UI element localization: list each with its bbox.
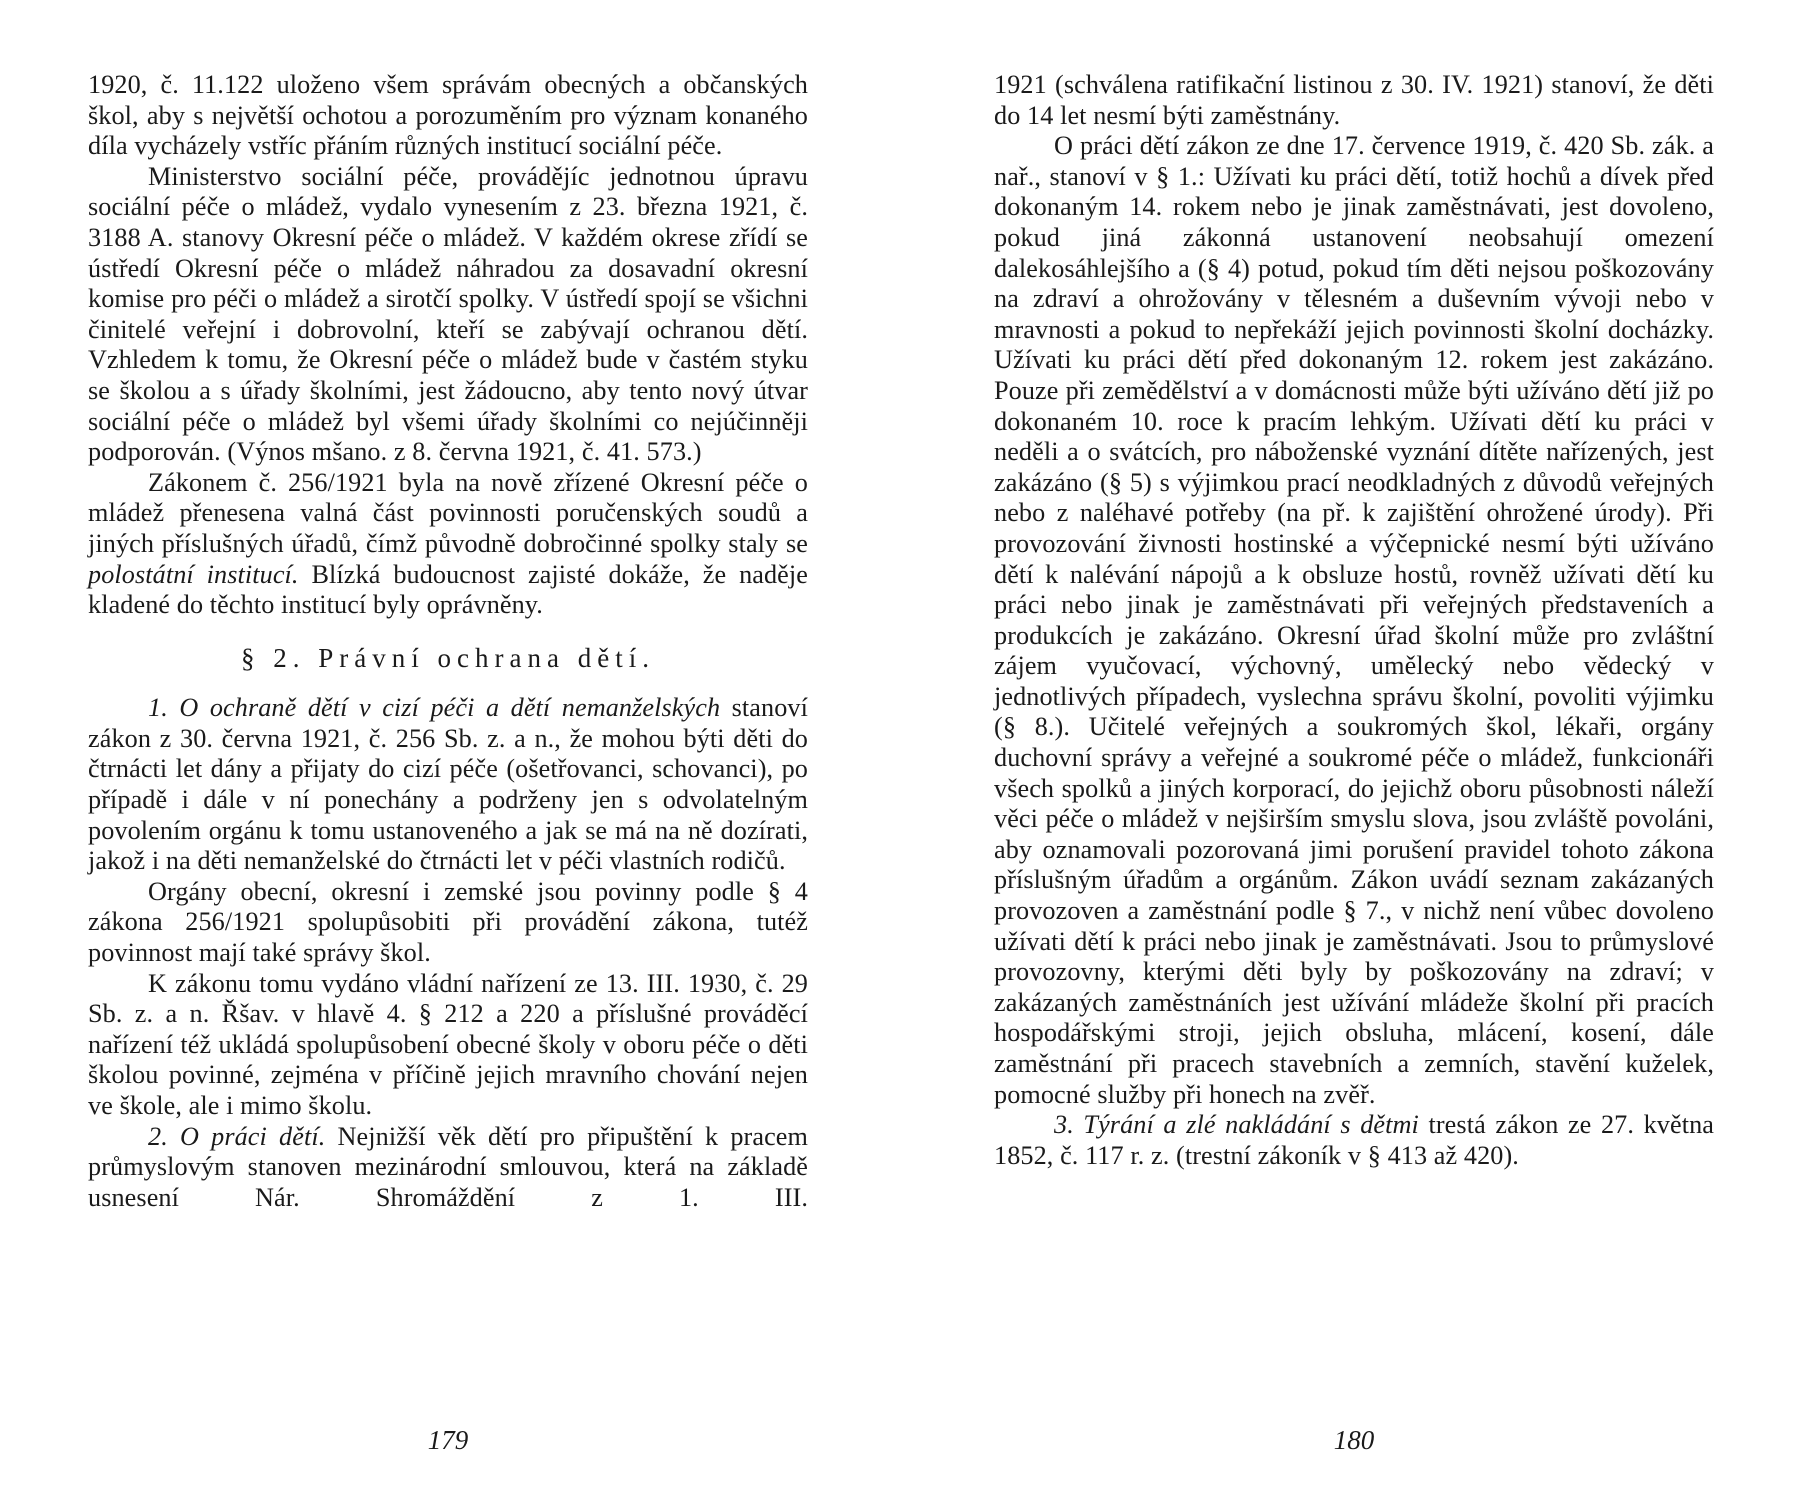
paragraph: Ministerstvo sociální péče, provádějíc jednotnou úpravu sociální péče o mládež, vydalo vynesením z 23. března 1921, č. 3188 A. stanovy Okresní péče o mládež. V každém okrese zřídí se ústředí Okresní péče o mládež náhradou za dosavadní okresní komise pro péči o mládež a sirotčí spolky. V ústředí spojí se všichni činitelé veřejní i dobrovolní, kteří se zabývají ochranou dětí. Vzhledem k tomu, že Okresní péče o mládež bude v častém styku se školou a s úřady školními, jest žádoucno, aby tento nový útvar sociální péče o mládež byl všemi úřady školními co nejúčinněji podporován. (Výnos mšano. z 8. června 1921, č. 41. 573.) (88, 161, 808, 467)
paragraph: 1921 (schválena ratifikační listinou z 30. IV. 1921) stanoví, že děti do 14 let nesmí býti zaměstnány. (994, 70, 1714, 130)
right-page (994, 70, 1714, 1470)
page-number: 179 (427, 1425, 469, 1455)
emphasis-text: polostátní institucí. (88, 559, 299, 589)
section-heading: § 2. Právní ochrana dětí. (241, 642, 655, 673)
paragraph (88, 693, 808, 877)
section-title: 2. O práci dětí. (148, 1121, 326, 1151)
left-page (88, 70, 808, 1470)
paragraph: K zákonu tomu vydáno vládní nařízení ze 13. III. 1930, č. 29 Sb. z. a n. Řšav. v hlavě 4. § 212 a 220 a příslušné prováděcí nařízení též ukládá spolupůsobení obecné školy v oboru péče o děti školou povinné, zejména v příčině jejich mravního chování nejen ve škole, ale i mimo školu. (88, 968, 808, 1120)
paragraph (88, 468, 808, 621)
paragraph: Orgány obecní, okresní i zemské jsou povinny podle § 4 zákona 256/1921 spolupůsobiti při provádění zákona, tutéž povinnost mají také správy škol. (88, 876, 808, 968)
paragraph (994, 1110, 1714, 1171)
section-title: 1. O ochraně dětí v cizí péči a dětí nemanželských (148, 693, 721, 723)
paragraph-text: Zákonem č. 256/1921 byla na nově zřízené Okresní péče o mládež přenesena valná část povinnosti poručenských soudů a jiných příslušných úřadů, čímž původně dobročinné spolky staly se (88, 467, 808, 558)
paragraph-text: Blízká budoucnost zajisté dokáže, že naděje kladené do těchto institucí byly oprávněny. (88, 559, 809, 620)
paragraph-text: trestá zákon ze 27. května 1852, č. 117 r. z. (trestní zákoník v § 413 až 420). (994, 1110, 1714, 1170)
paragraph (88, 1122, 808, 1214)
paragraph: 1920, č. 11.122 uloženo všem správám obecných a občanských škol, aby s největší ochotou a porozuměním pro význam konaného díla vycházely vstříc přáním různých institucí sociální péče. (88, 70, 808, 161)
paragraph-text: stanoví zákon z 30. června 1921, č. 256 Sb. z. a n., že mohou býti děti do čtrnácti let dány a přijaty do cizí péče (ošetřovanci, schovanci), po případě i dále v ní ponechány a podrženy jen s odvolatelným povolením orgánu k tomu ustanoveného a jak se má na ně dozírati, jakož i na děti nemanželské do čtrnácti let v péči vlastních rodičů. (88, 693, 808, 876)
paragraph-text: Nejnižší věk dětí pro připuštění k pracem průmyslovým stanoven mezinárodní smlouvou, která na základě usnesení Nár. Shromáždění z 1. III. (88, 1121, 809, 1212)
left-page-text (88, 70, 808, 1213)
section-title: 3. Týrání a zlé nakládání s dětmi (1054, 1110, 1419, 1140)
paragraph: O práci dětí zákon ze dne 17. července 1919, č. 420 Sb. zák. a nař., stanoví v § 1.: Užívati ku práci dětí, totiž hochů a dívek před dokonaným 14. rokem nebo je jinak zaměstnávati, jest dovoleno, pokud jiná zákonná ustanovení neobsahují omezení dalekosáhlejšího a (§ 4) potud, pokud tím děti nejsou poškozovány na zdraví a ohrožovány v tělesném a duševním vývoji nebo v mravnosti a pokud to nepřekáží jejich povinnosti školní docházky. Užívati ku práci dětí před dokonaným 12. rokem jest zakázáno. Pouze při zemědělství a v domácnosti může býti užíváno dětí již po dokonaném 10. roce k pracím lehkým. Užívati dětí ku práci v neděli a o svátcích, pro náboženské vyznání dítěte nařízených, jest zakázáno (§ 5) s výjimkou prací neodkladných z důvodů veřejných nebo z naléhavé potřeby (na př. k zajištění ohrožené úrody). Při provozování živnosti hostinské a výčepnické nesmí býti užíváno dětí k nalévání nápojů a k obsluze hostů, rovněž užívati dětí ku práci nebo jinak je zaměstnávati při veřejných představeních a produkcích je zakázáno. Okresní úřad školní může pro zvláštní zájem vyučovací, výchovný, umělecký nebo vědecký v jednotlivých případech, vyslechna správu školní, povoliti výjimku (§ 8.). Učitelé veřejných a soukromých škol, lékaři, orgány duchovní správy a veřejné a soukromé péče o mládež, funkcionáři všech spolků a jiných korporací, do jejichž oboru působnosti náleží věci péče o mládež v nejširším smyslu slova, jsou zvláště povoláni, aby oznamovali pozorovaná jimi porušení pravidel tohoto zákona příslušným úřadům a orgánům. Zákon uvádí seznam zakázaných provozoven a zaměstnání podle § 7., v nichž není vůbec dovoleno užívati dětí k práci nebo jinak je zaměstnávati. Jsou to průmyslové provozovny, kterými děti byly by poškozovány na zdraví; v zakázaných zaměstnáních jest užívání mládeže školní při pracích hospodářskými stroji, jejich obsluha, mlácení, kosení, dále zaměstnání při pracech stavebních a zemních, stavění kuželek, pomocné služby při honech na zvěř. (994, 131, 1714, 1109)
right-page-text (994, 70, 1714, 1171)
page-number: 180 (1333, 1425, 1375, 1455)
